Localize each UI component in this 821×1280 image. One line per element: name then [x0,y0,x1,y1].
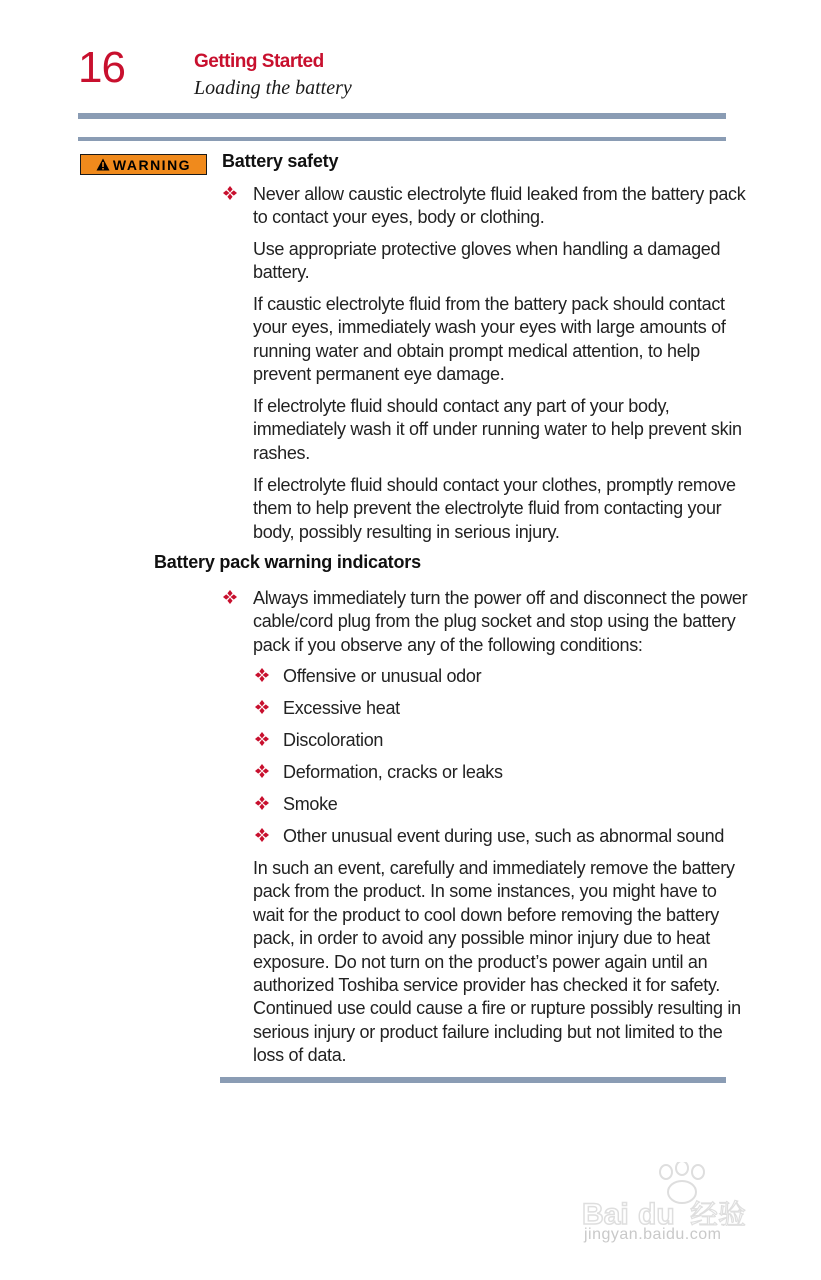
chapter-title: Getting Started [194,51,324,72]
diamond-bullet-icon [254,731,270,747]
condition-item: Deformation, cracks or leaks [283,762,503,782]
closing-paragraph: In such an event, carefully and immediately remove the battery pack from the product. In some instances, you might have to wait for the product to cool down before removing the battery pack, in order to avoid any possible minor injury due to heat exposure. Do not turn on the product’s power again until an authorized Toshiba service provider has checked it for safety. Continued use could cause a fire or rupture possibly resulting in serious injury or product failure including but not limited to the loss of data. [253,858,741,1066]
condition-item: Offensive or unusual odor [283,666,482,686]
section-title: Loading the battery [194,77,352,99]
watermark-url: jingyan.baidu.com [584,1226,722,1243]
page-number: 16 [78,43,125,92]
condition-item: Excessive heat [283,698,400,718]
eye-contact-paragraph: If caustic electrolyte fluid from the battery pack should contact your eyes, immediately wash your eyes with large amounts of running water and obtain prompt medical attention, to help prevent permanent eye damage. [253,294,726,385]
condition-item: Other unusual event during use, such as abnormal sound [283,826,725,846]
indicators-bullet: Always immediately turn the power off and disconnect the power cable/cord plug from the plug socket and stop using the battery pack if you observe any of the following conditions: [253,588,748,655]
battery-safety-heading: Battery safety [222,151,339,171]
diamond-bullet-icon [254,763,270,779]
diamond-bullet-icon [254,667,270,683]
svg-text:经验: 经验 [690,1198,747,1226]
paw-icon [582,1162,782,1226]
diamond-bullet-icon [254,827,270,843]
warning-triangle-icon [96,158,110,171]
indicators-heading: Battery pack warning indicators [154,552,421,572]
diamond-bullet-icon [222,185,238,201]
clothes-contact-paragraph: If electrolyte fluid should contact your clothes, promptly remove them to help prevent the electrolyte fluid from contacting your body, possibly resulting in serious injury. [253,475,736,542]
warning-badge [80,154,207,175]
body-contact-paragraph: If electrolyte fluid should contact any part of your body, immediately wash it off under running water to help prevent skin rashes. [253,396,742,463]
header-rule [78,113,726,119]
gloves-paragraph: Use appropriate protective gloves when handling a damaged battery. [253,239,721,283]
condition-item: Smoke [283,794,338,814]
end-rule [220,1077,726,1083]
condition-item: Discoloration [283,730,384,750]
diamond-bullet-icon [254,699,270,715]
diamond-bullet-icon [222,589,238,605]
section-rule [78,137,726,141]
svg-text:du: du [638,1198,675,1226]
warning-label: WARNING [112,156,192,173]
watermark-logo: Bai [582,1198,629,1226]
battery-safety-bullet: Never allow caustic electrolyte fluid leaked from the battery pack to contact your eyes, body or clothing. [253,184,746,228]
diamond-bullet-icon [254,795,270,811]
